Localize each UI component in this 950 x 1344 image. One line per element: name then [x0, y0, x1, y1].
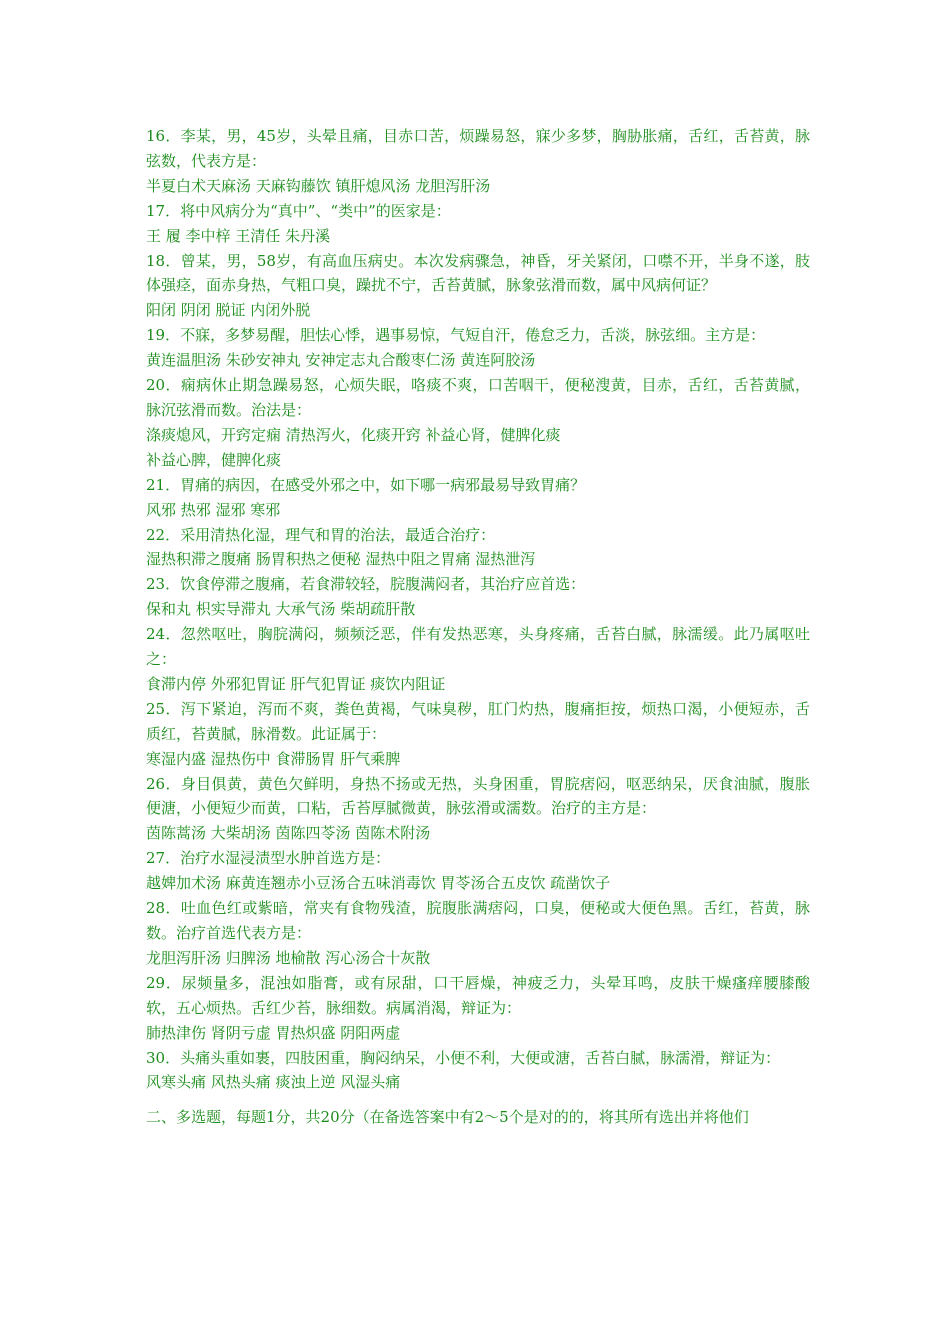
question-text: 27．治疗水湿浸渍型水肿首选方是： — [146, 849, 391, 868]
answer-options: 龙胆泻肝汤 归脾汤 地榆散 泻心汤合十灰散 — [146, 948, 431, 967]
question-text: 25．泻下紧迫，泻而不爽，粪色黄褐，气味臭秽，肛门灼热，腹痛拒按，烦热口渴，小便短赤，舌质红，苔黄腻，脉滑数。此证属于： — [146, 699, 810, 743]
section-heading: 二、多选题，每题1分，共20分（在备选答案中有2～5个是对的的，将其所有选出并将他们 — [146, 1108, 749, 1127]
question-text: 17．将中风病分为“真中”、“类中”的医家是： — [146, 201, 451, 220]
answer-options: 半夏白术天麻汤 天麻钩藤饮 镇肝熄风汤 龙胆泻肝汤 — [146, 176, 491, 195]
answer-options: 风寒头痛 风热头痛 痰浊上逆 风湿头痛 — [146, 1073, 401, 1092]
question-text: 16．李某，男，45岁，头晕且痛，目赤口苦，烦躁易怒，寐少多梦，胸胁胀痛，舌红，舌苔黄，脉弦数，代表方是： — [146, 127, 810, 170]
answer-options: 阳闭 阴闭 脱证 内闭外脱 — [146, 301, 311, 320]
question-text: 19．不寐，多梦易醒，胆怯心悸，遇事易惊，气短自汗，倦怠乏力，舌淡，脉弦细。主方是： — [146, 326, 766, 345]
question-text: 22．采用清热化湿，理气和胃的治法，最适合治疗： — [146, 525, 496, 544]
answer-options: 茵陈蒿汤 大柴胡汤 茵陈四苓汤 茵陈术附汤 — [146, 824, 431, 843]
answer-options: 保和丸 枳实导滞丸 大承气汤 柴胡疏肝散 — [146, 600, 416, 619]
question-text: 21．胃痛的病因，在感受外邪之中，如下哪一病邪最易导致胃痛？ — [146, 475, 586, 494]
answer-options: 肺热津伤 肾阴亏虚 胃热炽盛 阴阳两虚 — [146, 1023, 401, 1042]
answer-options: 寒湿内盛 湿热伤中 食滞肠胃 肝气乘脾 — [146, 749, 401, 768]
answer-options: 涤痰熄风，开窍定痫 清热泻火，化痰开窍 补益心肾，健脾化痰 — [146, 425, 561, 444]
question-text: 18．曾某，男，58岁，有高血压病史。本次发病骤急，神昏，牙关紧闭，口噤不开，半身不遂，肢体强痉，面赤身热，气粗口臭，躁扰不宁，舌苔黄腻，脉象弦滑而数，属中风病何证？ — [146, 251, 810, 295]
answer-options: 湿热积滞之腹痛 肠胃积热之便秘 湿热中阻之胃痛 湿热泄泻 — [146, 550, 536, 569]
question-text: 23．饮食停滞之腹痛，若食滞较轻，脘腹满闷者，其治疗应首选： — [146, 575, 586, 594]
question-text: 20．痫病休止期急躁易怒，心烦失眠，咯痰不爽，口苦咽干，便秘溲黄，目赤，舌红，舌苔黄腻，脉沉弦滑而数。治法是： — [146, 376, 810, 419]
answer-options: 越婢加术汤 麻黄连翘赤小豆汤合五味消毒饮 胃苓汤合五皮饮 疏凿饮子 — [146, 874, 611, 893]
question-text: 28．吐血色红或紫暗，常夹有食物残渣，脘腹胀满痞闷，口臭，便秘或大便色黑。舌红，苔黄，脉数。治疗首选代表方是： — [146, 899, 810, 942]
question-text: 26．身目俱黄，黄色欠鲜明，身热不扬或无热，头身困重，胃脘痞闷，呕恶纳呆，厌食油腻，腹胀便溏，小便短少而黄，口粘，舌苔厚腻微黄，脉弦滑或濡数。治疗的主方是： — [146, 774, 810, 818]
answer-options: 补益心脾，健脾化痰 — [146, 450, 282, 469]
question-list — [146, 124, 810, 1130]
answer-options: 黄连温胆汤 朱砂安神丸 安神定志丸合酸枣仁汤 黄连阿胶汤 — [146, 351, 536, 370]
answer-options: 王 履 李中梓 王清任 朱丹溪 — [146, 226, 331, 245]
answer-options: 食滞内停 外邪犯胃证 肝气犯胃证 痰饮内阻证 — [146, 674, 446, 693]
answer-options: 风邪 热邪 湿邪 寒邪 — [146, 500, 281, 519]
question-text: 29．尿频量多，混浊如脂膏，或有尿甜，口干唇燥，神疲乏力，头晕耳鸣，皮肤干燥瘙痒腰膝酸软，五心烦热。舌红少苔，脉细数。病属消渴，辩证为： — [146, 973, 810, 1017]
question-text: 30．头痛头重如裹，四肢困重，胸闷纳呆，小便不利，大便或溏，舌苔白腻，脉濡滑，辩证为： — [146, 1048, 781, 1067]
question-text: 24．忽然呕吐，胸脘满闷，频频泛恶，伴有发热恶寒，头身疼痛，舌苔白腻，脉濡缓。此乃属呕吐之： — [146, 625, 810, 669]
